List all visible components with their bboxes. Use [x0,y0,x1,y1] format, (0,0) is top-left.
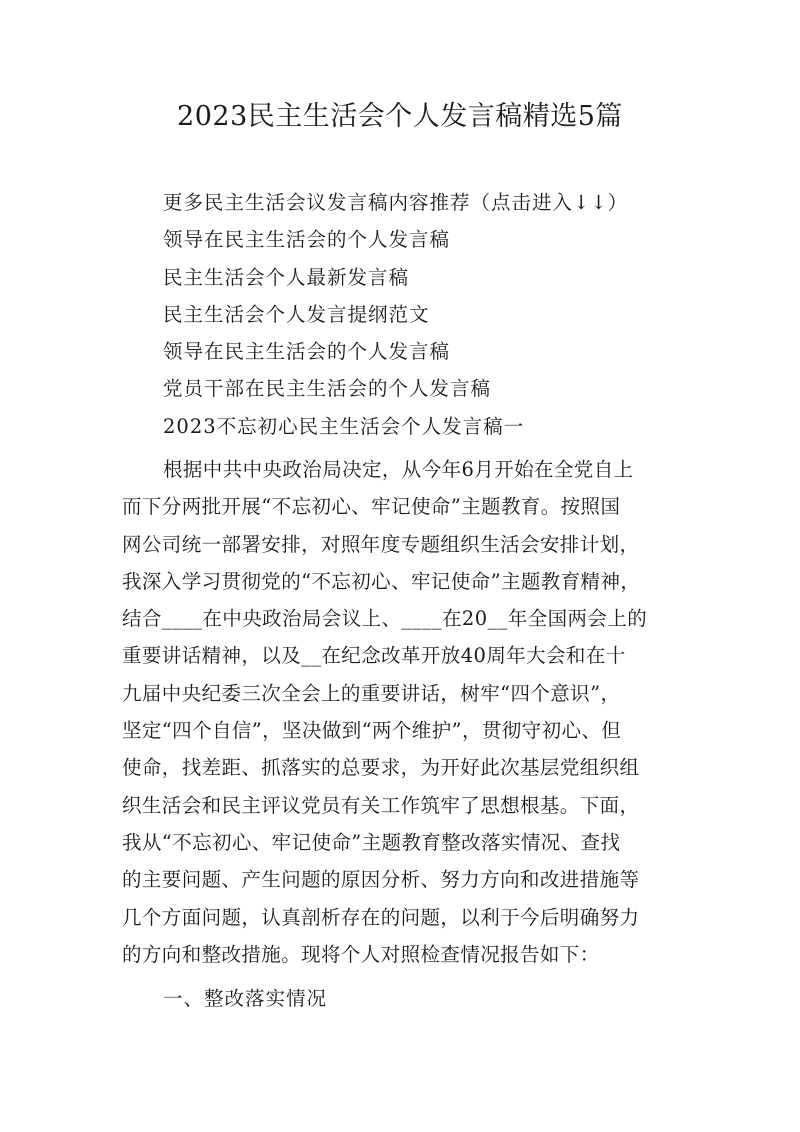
paragraph-line: 的主要问题、产生问题的原因分析、努力方向和改进措施等 [122,868,640,892]
link-item[interactable]: 党员干部在民主生活会的个人发言稿 [163,377,492,401]
paragraph-line: 重要讲话精神，以及__在纪念改革开放40周年大会和在十 [122,644,626,668]
paragraph-line: 结合____在中央政治局会议上、____在20__年全国两会上的 [122,607,648,631]
link-item[interactable]: 领导在民主生活会的个人发言稿 [163,228,451,252]
paragraph-line: 坚定“四个自信”，坚决做到“两个维护”，贯彻守初心、但 [122,719,622,743]
paragraph-line: 九届中央纪委三次全会上的重要讲话，树牢“四个意识”， [122,681,621,705]
link-item[interactable]: 领导在民主生活会的个人发言稿 [163,340,451,364]
speech-subtitle: 2023不忘初心民主生活会个人发言稿一 [163,414,525,438]
paragraph-line: 使命，找差距、抓落实的总要求，为开好此次基层党组织组 [122,756,640,780]
body-paragraph [122,451,692,973]
paragraph-line: 的方向和整改措施。现将个人对照检查情况报告如下： [122,942,600,966]
paragraph-line: 我从“不忘初心、牢记使命”主题教育整改落实情况、查找 [122,830,621,854]
recommended-links-list [163,184,628,445]
paragraph-line: 网公司统一部署安排，对照年度专题组织生活会安排计划， [122,532,640,556]
paragraph-line: 几个方面问题，认真剖析存在的问题，以利于今后明确努力 [122,905,640,929]
recommendation-header[interactable]: 更多民主生活会议发言稿内容推荐（点击进入↓↓） [163,191,629,214]
link-item[interactable]: 民主生活会个人最新发言稿 [163,265,410,289]
paragraph-line: 根据中共中央政治局决定，从今年6月开始在全党自上 [163,458,634,481]
document-title: 2023民主生活会个人发言稿精选5篇 [177,101,623,132]
paragraph-line: 织生活会和民主评议党员有关工作筑牢了思想根基。下面， [122,793,640,817]
link-item[interactable]: 民主生活会个人发言提纲范文 [163,302,430,326]
paragraph-line: 而下分两批开展“不忘初心、牢记使命”主题教育。按照国 [122,495,621,519]
paragraph-line: 我深入学习贯彻党的“不忘初心、牢记使命”主题教育精神， [122,569,641,593]
section-heading: 一、整改落实情况 [163,987,328,1010]
